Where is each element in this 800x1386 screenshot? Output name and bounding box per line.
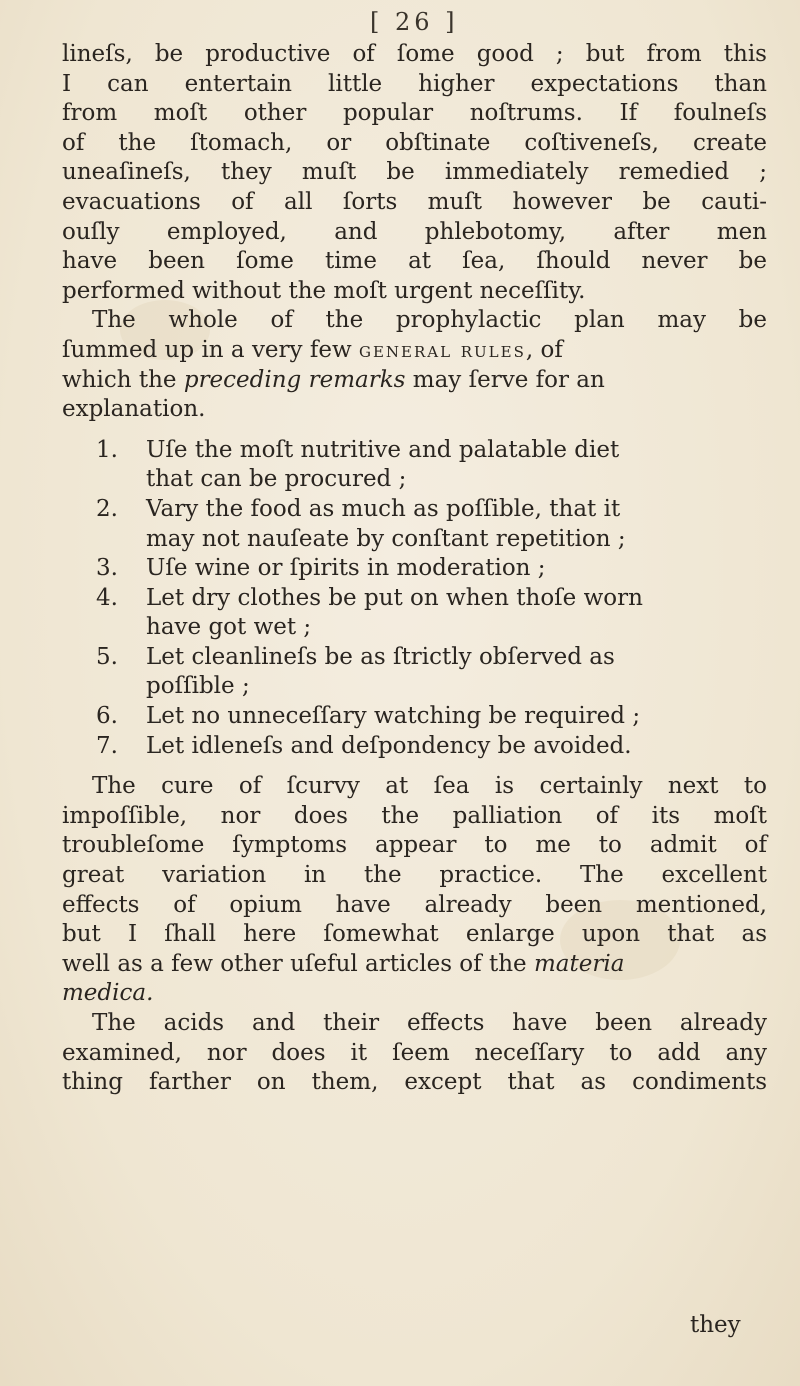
text-line: of the ſtomach, or obſtinate coſtiveneſs, create (62, 129, 767, 156)
rule-number: 6. (96, 703, 118, 730)
text-line: but I ſhall here ſomewhat enlarge upon that as (62, 921, 767, 948)
paragraph-cure (62, 772, 767, 1009)
paragraph-continuation (62, 40, 767, 306)
rule-number: 4. (96, 584, 118, 611)
text-span: well as a few other uſeful articles of the (62, 950, 534, 977)
rule-number: 5. (96, 643, 118, 670)
italic-phrase: preceding remarks (183, 366, 406, 393)
list-item (62, 732, 767, 762)
list-item (62, 643, 767, 702)
text-line: from moſt other popular noſtrums. If foulneſs (62, 100, 767, 127)
italic-phrase: medica. (62, 980, 154, 1007)
text-line (62, 366, 767, 396)
text-line: impoſſible, nor does the palliation of its moſt (62, 802, 767, 829)
rule-text: that can be procured ; (146, 466, 407, 493)
rule-text: Let no unneceſſary watching be required ; (146, 703, 641, 730)
rules-list (62, 436, 767, 762)
italic-phrase: materia (533, 950, 625, 977)
catchword: they (690, 1312, 741, 1338)
text-line (62, 336, 767, 366)
text-line: uneaſineſs, they muſt be immediately remedied ; (62, 159, 767, 186)
rule-text: may not nauſeate by conſtant repetition ; (146, 525, 626, 552)
page-number: [ 26 ] (370, 8, 459, 36)
rule-text: poſſible ; (146, 673, 250, 700)
text-line: performed without the moſt urgent neceſſity. (62, 277, 586, 304)
text-line: lineſs, be productive of ſome good ; but from this (62, 41, 767, 67)
text-line: have been ſome time at ſea, ſhould never be (62, 248, 767, 275)
text-line: ouſly employed, and phlebotomy, after men (62, 218, 767, 245)
text-span: ſummed up in a very few (62, 336, 359, 363)
paragraph-prophylactic (62, 306, 767, 424)
text-span: may ſerve for an (405, 366, 605, 393)
body-text (62, 40, 767, 1098)
rule-number: 2. (96, 495, 118, 522)
text-line (62, 950, 767, 980)
rule-text: have got wet ; (146, 614, 312, 641)
rule-number: 1. (96, 436, 118, 463)
rule-text: Uſe the moſt nutritive and palatable diet (146, 436, 620, 463)
text-line: effects of opium have already been mentioned, (62, 891, 767, 918)
text-line: explanation. (62, 396, 206, 423)
text-line: evacuations of all ſorts muſt however be cauti- (62, 188, 767, 215)
text-line: I can entertain little higher expectations than (62, 70, 767, 97)
list-item (62, 554, 767, 584)
list-item (62, 584, 767, 643)
rule-text: Uſe wine or ſpirits in moderation ; (146, 555, 546, 582)
text-line: thing farther on them, except that as condiments (62, 1069, 767, 1096)
rule-text: Let cleanlineſs be as ſtrictly obſerved as (146, 643, 615, 670)
list-item (62, 436, 767, 495)
paragraph-acids (62, 1009, 767, 1098)
text-line: The cure of ſcurvy at ſea is certainly next to (92, 773, 767, 800)
text-line: examined, nor does it ſeem neceſſary to add any (62, 1039, 767, 1066)
text-span: , of (525, 336, 563, 363)
list-item (62, 495, 767, 554)
text-line: great variation in the practice. The excellent (62, 862, 767, 889)
rule-number: 3. (96, 555, 118, 582)
rule-text: Let dry clothes be put on when thoſe worn (146, 584, 643, 611)
rule-text: Vary the food as much as poſſible, that it (146, 495, 621, 522)
text-line: troubleſome ſymptoms appear to me to admit of (62, 832, 767, 859)
text-line: The whole of the prophylactic plan may be (92, 307, 767, 334)
text-span: which the (62, 366, 184, 393)
rule-number: 7. (96, 732, 118, 759)
text-line: The acids and their effects have been already (92, 1010, 767, 1036)
rule-text: Let idleneſs and deſpondency be avoided. (146, 732, 632, 759)
list-item (62, 702, 767, 732)
general-rules-caps: general rules (358, 337, 526, 362)
